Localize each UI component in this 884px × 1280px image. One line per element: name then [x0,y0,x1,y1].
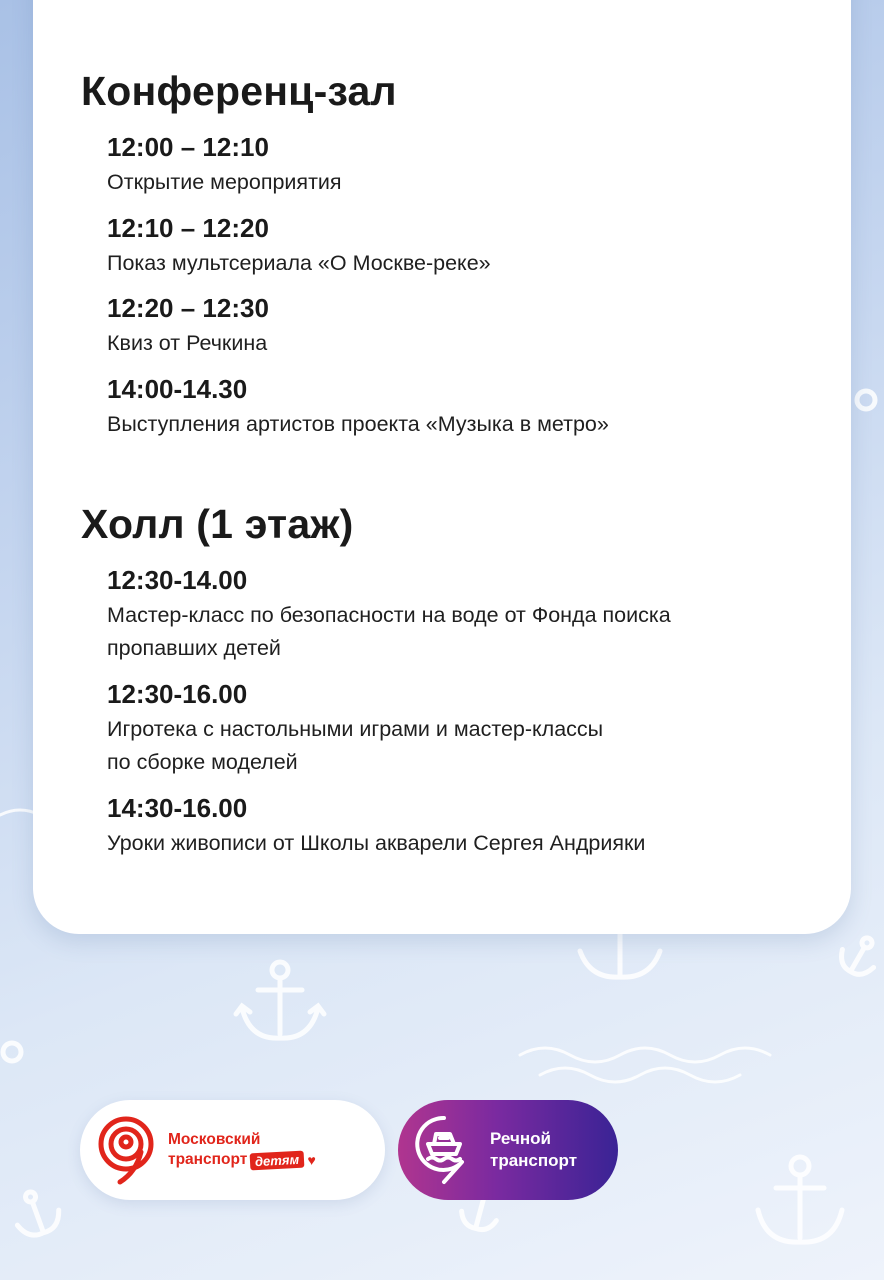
event-time: 12:30-14.00 [107,565,248,595]
event-description: Выступления артистов проекта «Музыка в метро» [107,412,609,436]
river-transport-wordmark [490,1128,577,1172]
boat-pin-icon [414,1114,478,1186]
event-item [107,292,787,360]
red-nine-map-pin-icon [96,1114,160,1186]
event-time: 12:10 – 12:20 [107,213,269,243]
river-transport-logo[interactable] [398,1100,618,1200]
event-time: 14:00-14.30 [107,374,248,404]
logo-text-line: транспорт [168,1151,248,1168]
anchor-icon [8,1185,64,1241]
anchor-icon [236,962,324,1038]
event-item [107,373,787,441]
logo-text-line: транспорт [490,1151,578,1170]
event-description-line: пропавших детей [107,636,281,660]
anchor-icon [835,930,884,981]
moscow-transport-kids-logo[interactable] [80,1100,385,1200]
event-item [107,678,787,779]
event-time: 12:20 – 12:30 [107,293,269,323]
event-description: Открытие мероприятия [107,170,342,194]
moscow-transport-wordmark [168,1130,316,1170]
event-description-line: по сборке моделей [107,750,298,774]
logo-text-line: Речной [490,1129,551,1148]
section-title-hall-first-floor: Холл (1 этаж) [81,501,354,547]
event-time: 14:30-16.00 [107,793,248,823]
event-time: 12:00 – 12:10 [107,132,269,162]
kids-tag: детям [250,1150,305,1170]
event-item [107,792,787,860]
event-description-line: Мастер-класс по безопасности на воде от Фонда поиска [107,603,671,627]
event-description-line: Игротека с настольными играми и мастер-классы [107,717,604,741]
event-description [107,713,787,779]
event-description [107,599,787,665]
anchor-icon [758,1157,842,1242]
heart-icon: ♥ [307,1152,316,1168]
event-item [107,564,787,665]
event-item [107,131,787,199]
event-time: 12:30-16.00 [107,679,248,709]
event-description: Показ мультсериала «О Москве-реке» [107,251,491,275]
event-description: Уроки живописи от Школы акварели Сергея Андрияки [107,831,646,855]
event-description: Квиз от Речкина [107,331,268,355]
event-item [107,212,787,280]
section-title-conference-hall: Конференц-зал [81,68,397,114]
logo-text-line: Московский [168,1131,261,1148]
